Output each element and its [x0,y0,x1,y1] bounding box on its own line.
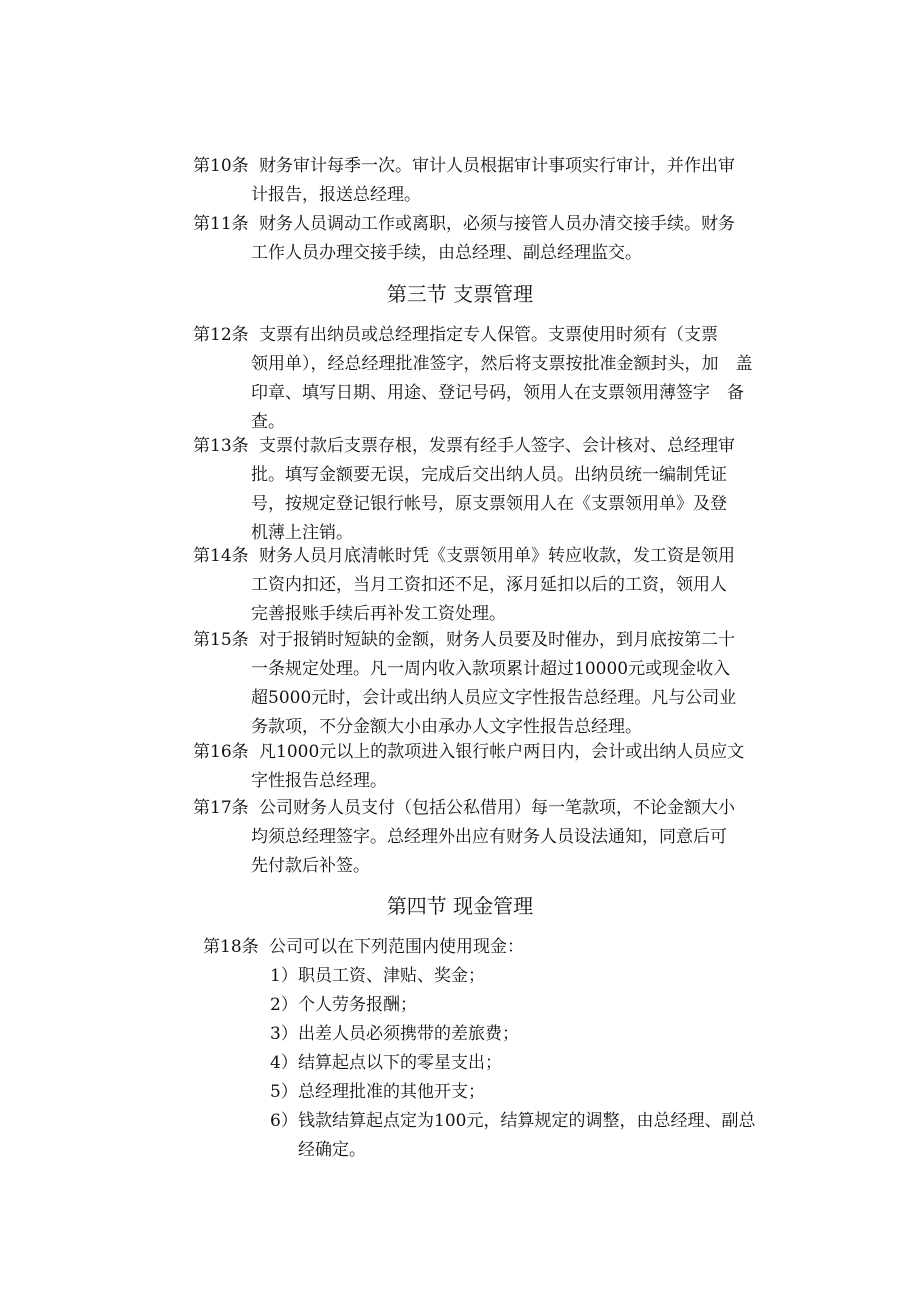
article-line: 完善报账手续后再补发工资处理。 [251,604,506,624]
article-line: 一条规定处理。凡一周内收入款项累计超过10000元或现金收入 [251,659,731,679]
article-16 [193,738,793,796]
list-marker: 4） [270,1053,298,1073]
article-number: 第17条 [193,798,249,818]
list-item-text: 总经理批准的其他开支； [298,1082,485,1102]
article-line: 支票付款后支票存根，发票有经手人签字、会计核对、总经理审 [259,436,735,456]
article-line: 工资内扣还，当月工资扣还不足，涿月延扣以后的工资，领用人 [251,575,727,595]
article-line: 领用单），经总经理批准签字，然后将支票按批准金额封头，加 盖 [251,354,753,374]
article-line: 公司可以在下列范围内使用现金： [269,937,524,957]
article-number: 第11条 [193,214,249,234]
list-item-text: 职员工资、津贴、奖金； [298,966,485,986]
article-line: 工作人员办理交接手续，由总经理、副总经理监交。 [251,243,642,263]
list-item [270,1078,800,1107]
article-line: 均须总经理签字。总经理外出应有财务人员设法通知，同意后可 [251,827,727,847]
article-line: 公司财务人员支付（包括公私借用）每一笔款项，不论金额大小 [259,798,735,818]
section-heading-4: 第四节 现金管理 [386,894,534,918]
article-line: 计报告，报送总经理。 [251,185,421,205]
article-number: 第13条 [193,436,249,456]
article-number: 第12条 [193,325,249,345]
article-number: 第15条 [193,630,249,650]
list-item [270,962,800,991]
article-11 [193,210,793,268]
article-line: 字性报告总经理。 [251,771,387,791]
list-item [270,1020,800,1049]
article-line: 对于报销时短缺的金额，财务人员要及时催办，到月底按第二十 [259,630,735,650]
article-line: 超5000元时，会计或出纳人员应文字性报告总经理。凡与公司业 [251,688,737,708]
list-marker: 6） [270,1111,298,1131]
article-15 [193,626,793,742]
list-item-text: 个人劳务报酬； [298,995,417,1015]
list-marker: 3） [270,1024,298,1044]
article-18 [203,933,803,962]
article-10 [193,152,793,210]
article-line: 印章、填写日期、用途、登记号码，领用人在支票领用薄签字 备 [251,383,744,403]
article-number: 第10条 [193,156,249,176]
article-line: 财务人员调动工作或离职，必须与接管人员办清交接手续。财务 [259,214,735,234]
article-line: 批。填写金额要无误，完成后交出纳人员。出纳员统一编制凭证 [251,465,727,485]
list-item-text: 钱款结算起点定为100元，结算规定的调整，由总经理、副总 [298,1111,756,1131]
article-number: 第14条 [193,546,249,566]
article-line: 财务人员月底清帐时凭《支票领用单》转应收款，发工资是领用 [259,546,735,566]
article-12 [193,321,793,437]
list-marker: 1） [270,966,298,986]
article-line: 支票有出纳员或总经理指定专人保管。支票使用时须有（支票 [259,325,718,345]
article-line: 号，按规定登记银行帐号，原支票领用人在《支票领用单》及登 [251,494,727,514]
article-14 [193,542,793,629]
list-marker: 5） [270,1082,298,1102]
article-17 [193,794,793,881]
article-line: 先付款后补签。 [251,856,370,876]
list-item [270,1107,800,1165]
article-line: 机薄上注销。 [251,523,353,543]
list-item-text: 出差人员必须携带的差旅费； [298,1024,519,1044]
article-line: 凡1000元以上的款项进入银行帐户两日内，会计或出纳人员应文 [259,742,745,762]
article-13 [193,432,793,548]
list-item-text: 经确定。 [298,1140,366,1160]
list-marker: 2） [270,995,298,1015]
article-line: 查。 [251,412,285,432]
article-number: 第18条 [203,937,259,957]
list-item [270,1049,800,1078]
article-line: 务款项，不分金额大小由承办人文字性报告总经理。 [251,717,642,737]
list-item [270,991,800,1020]
list-item-text: 结算起点以下的零星支出； [298,1053,502,1073]
article-number: 第16条 [193,742,249,762]
section-heading-3: 第三节 支票管理 [386,282,534,306]
article-line: 财务审计每季一次。审计人员根据审计事项实行审计，并作出审 [259,156,735,176]
